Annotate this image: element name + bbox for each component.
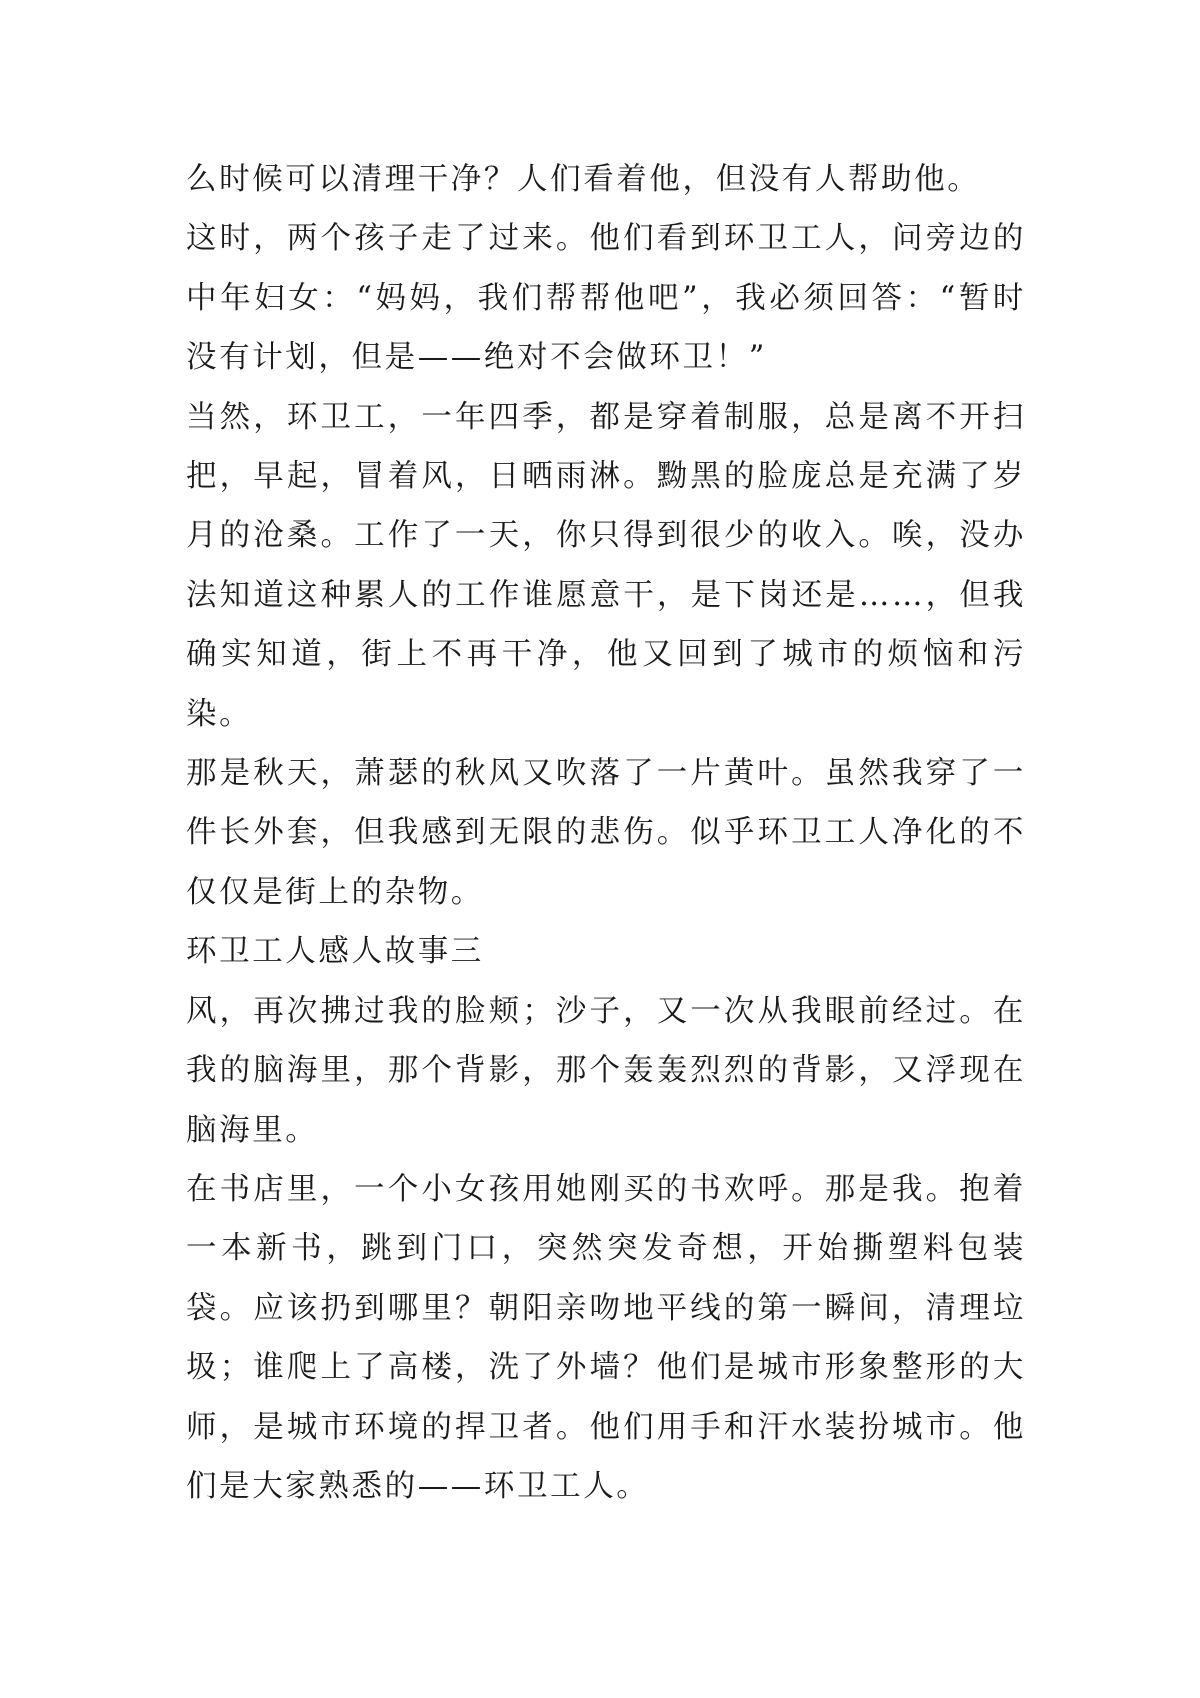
paragraph-bookstore: 在书店里，一个小女孩用她刚买的书欢呼。那是我。抱着一本新书，跳到门口，突然突发奇想，开始撕塑料包装袋。应该扔到哪里？朝阳亲吻地平线的第一瞬间，清理垃圾；谁爬上了高楼，洗了外墙？他们是城市形象整形的大师，是城市环境的捍卫者。他们用手和汗水装扮城市。他们是大家熟悉的——环卫工人。: [186, 1171, 1026, 1504]
paragraph-autumn: 那是秋天，萧瑟的秋风又吹落了一片黄叶。虽然我穿了一件长外套，但我感到无限的悲伤。似乎环卫工人净化的不仅仅是街上的杂物。: [186, 756, 1026, 910]
section-heading-story-three: 环卫工人感人故事三: [186, 934, 484, 970]
paragraph-wind: 风，再次拂过我的脸颊；沙子，又一次从我眼前经过。在我的脑海里，那个背影，那个轰轰烈烈的背影，又浮现在脑海里。: [186, 993, 1026, 1148]
paragraph-sanitation-worker-life: 当然，环卫工，一年四季，都是穿着制服，总是离不开扫把，早起，冒着风，日晒雨淋。黝黑的脸庞总是充满了岁月的沧桑。工作了一天，你只得到很少的收入。唉，没办法知道这种累人的工作谁愿意干，是下岗还是……，但我确实知道，街上不再干净，他又回到了城市的烦恼和污染。: [186, 399, 1026, 732]
paragraph-children: 这时，两个孩子走了过来。他们看到环卫工人，问旁边的中年妇女：“妈妈，我们帮帮他吧”，我必须回答：“暂时没有计划，但是——绝对不会做环卫！”: [186, 221, 1026, 376]
paragraph-continuation: 么时候可以清理干净？人们看着他，但没有人帮助他。: [186, 162, 981, 197]
document-body: [186, 150, 1026, 1516]
